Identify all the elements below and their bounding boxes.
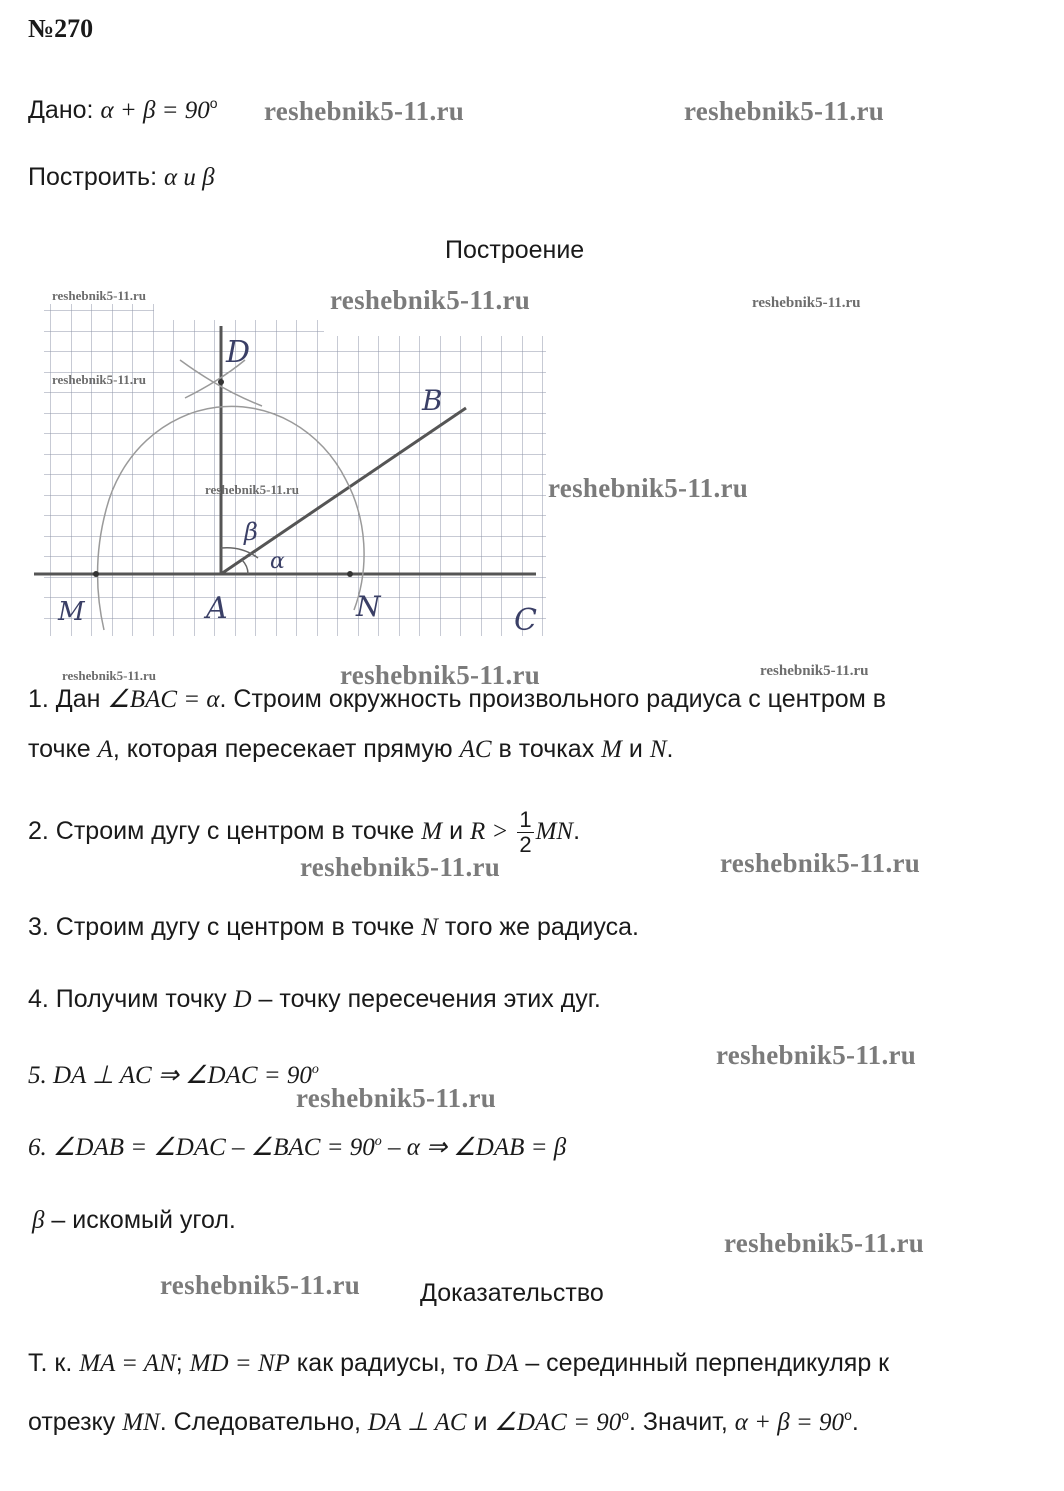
section-title-construction: Построение: [445, 236, 585, 264]
step-6-text-b: – α ⇒ ∠DAB = β: [381, 1134, 567, 1161]
watermark: reshebnik5-11.ru: [340, 660, 541, 690]
proof-text-c: – серединный перпендикуляр к: [518, 1349, 890, 1377]
construct-line: [28, 162, 215, 193]
watermark: reshebnik5-11.ru: [716, 1040, 917, 1070]
step-1-text-b: . Строим окружность произвольного радиуса с центром в: [219, 685, 887, 713]
proof-eq-3: DA ⊥ AC: [367, 1409, 467, 1436]
step-1-text-e: в точках: [491, 735, 602, 763]
label-c: C: [514, 603, 537, 638]
step-1-and: и: [621, 735, 650, 763]
step-4-point-d: D: [233, 986, 252, 1013]
proof-text-h: .: [851, 1408, 859, 1436]
step-7-text: – искомый угол.: [44, 1206, 236, 1234]
proof-line-2: [28, 1400, 859, 1438]
step-2-radius: R >: [469, 818, 509, 846]
step-7: [32, 1205, 236, 1236]
point-m: [93, 571, 99, 577]
step-5: [28, 1055, 319, 1091]
fraction-numerator: 1: [519, 807, 532, 832]
step-2-dot: .: [573, 817, 581, 846]
step-4-text-a: 4. Получим точку: [28, 985, 234, 1013]
step-1-angle: ∠BAC = α: [107, 686, 220, 713]
step-7-beta: β: [32, 1207, 45, 1234]
step-1-line-2: [28, 734, 673, 765]
construct-expression: α и β: [163, 164, 215, 191]
step-6-degree: о: [374, 1134, 382, 1149]
label-alpha: α: [270, 549, 285, 574]
construct-label: Построить:: [28, 163, 158, 191]
step-1-text-a: 1. Дан: [28, 685, 108, 713]
proof-eq-2: MD = NP: [189, 1350, 290, 1377]
given-label: Дано:: [28, 96, 94, 124]
proof-separator: ;: [175, 1349, 190, 1377]
proof-text-e: . Следовательно,: [159, 1408, 368, 1436]
point-n: [347, 571, 353, 577]
label-a: A: [206, 591, 228, 626]
step-3-point-n: N: [421, 914, 438, 941]
watermark: reshebnik5-11.ru: [720, 848, 921, 878]
step-2-point-m: M: [421, 818, 443, 846]
watermark-small: reshebnik5-11.ru: [205, 482, 300, 497]
proof-eq-4: ∠DAC = 90: [494, 1409, 622, 1436]
step-1-line-ac: AC: [459, 736, 492, 763]
step-2-text-a: 2. Строим дугу с центром в точке: [28, 817, 422, 846]
watermark-small: reshebnik5-11.ru: [752, 295, 861, 311]
given-degree: о: [209, 95, 218, 111]
step-4: [28, 984, 601, 1015]
watermark-small: reshebnik5-11.ru: [760, 663, 869, 679]
fraction-denominator: 2: [519, 832, 532, 857]
step-6-text-a: 6. ∠DAB = ∠DAC – ∠BAC = 90: [28, 1134, 375, 1161]
construction-figure: [30, 290, 550, 640]
proof-mn: MN: [122, 1409, 160, 1436]
step-3: [28, 912, 639, 943]
step-1-point-a: A: [97, 736, 113, 763]
problem-number: №270: [28, 14, 94, 43]
step-2-fraction: [517, 808, 533, 857]
watermark: reshebnik5-11.ru: [160, 1270, 361, 1300]
grid-paper: [44, 304, 546, 636]
proof-degree-1: о: [621, 1407, 630, 1423]
step-5-degree: о: [311, 1062, 319, 1077]
label-b: B: [422, 384, 443, 417]
watermark: reshebnik5-11.ru: [684, 96, 885, 126]
proof-text-f: и: [466, 1408, 495, 1436]
watermark: reshebnik5-11.ru: [264, 96, 465, 126]
step-5-text: 5. DA ⊥ AC ⇒ ∠DAC = 90: [28, 1062, 312, 1089]
watermark-small: reshebnik5-11.ru: [62, 668, 157, 683]
step-1-text-c: точке: [28, 735, 98, 763]
watermark: reshebnik5-11.ru: [724, 1228, 925, 1258]
watermark-small: reshebnik5-11.ru: [52, 288, 147, 303]
proof-text-b: как радиусы, то: [289, 1349, 486, 1377]
given-expression: α + β = 90: [100, 97, 210, 124]
step-1-text-d: , которая пересекает прямую: [112, 735, 460, 763]
label-beta: β: [244, 518, 258, 546]
step-2-text-b: и: [442, 817, 470, 846]
point-d: [218, 379, 224, 385]
step-1-point-n: N: [649, 736, 667, 763]
proof-text-a: Т. к.: [28, 1349, 80, 1377]
watermark: reshebnik5-11.ru: [300, 852, 501, 882]
proof-line-1: [28, 1348, 889, 1379]
watermark: reshebnik5-11.ru: [330, 285, 531, 315]
proof-degree-2: о: [844, 1407, 852, 1423]
step-1-dot: .: [666, 735, 674, 763]
proof-text-d: отрезку: [28, 1408, 123, 1436]
watermark-small: reshebnik5-11.ru: [52, 372, 147, 387]
proof-da: DA: [485, 1350, 519, 1377]
label-n: N: [356, 590, 381, 623]
step-2-segment-mn: MN: [535, 818, 574, 846]
step-2: [28, 808, 580, 857]
watermark: reshebnik5-11.ru: [296, 1083, 497, 1113]
proof-eq-5: α + β = 90: [734, 1409, 845, 1436]
step-6: [28, 1127, 566, 1163]
section-title-proof: Доказательство: [420, 1279, 604, 1307]
step-3-text-a: 3. Строим дугу с центром в точке: [28, 913, 422, 941]
proof-eq-1: MA = AN: [79, 1350, 176, 1377]
label-d: D: [226, 335, 251, 370]
step-3-text-b: того же радиуса.: [437, 913, 639, 941]
watermark: reshebnik5-11.ru: [548, 473, 749, 503]
step-1-point-m: M: [601, 736, 622, 763]
given-line: [28, 88, 218, 126]
proof-text-g: . Значит,: [629, 1408, 735, 1436]
label-m: M: [58, 597, 85, 627]
step-4-text-b: – точку пересечения этих дуг.: [251, 985, 601, 1013]
